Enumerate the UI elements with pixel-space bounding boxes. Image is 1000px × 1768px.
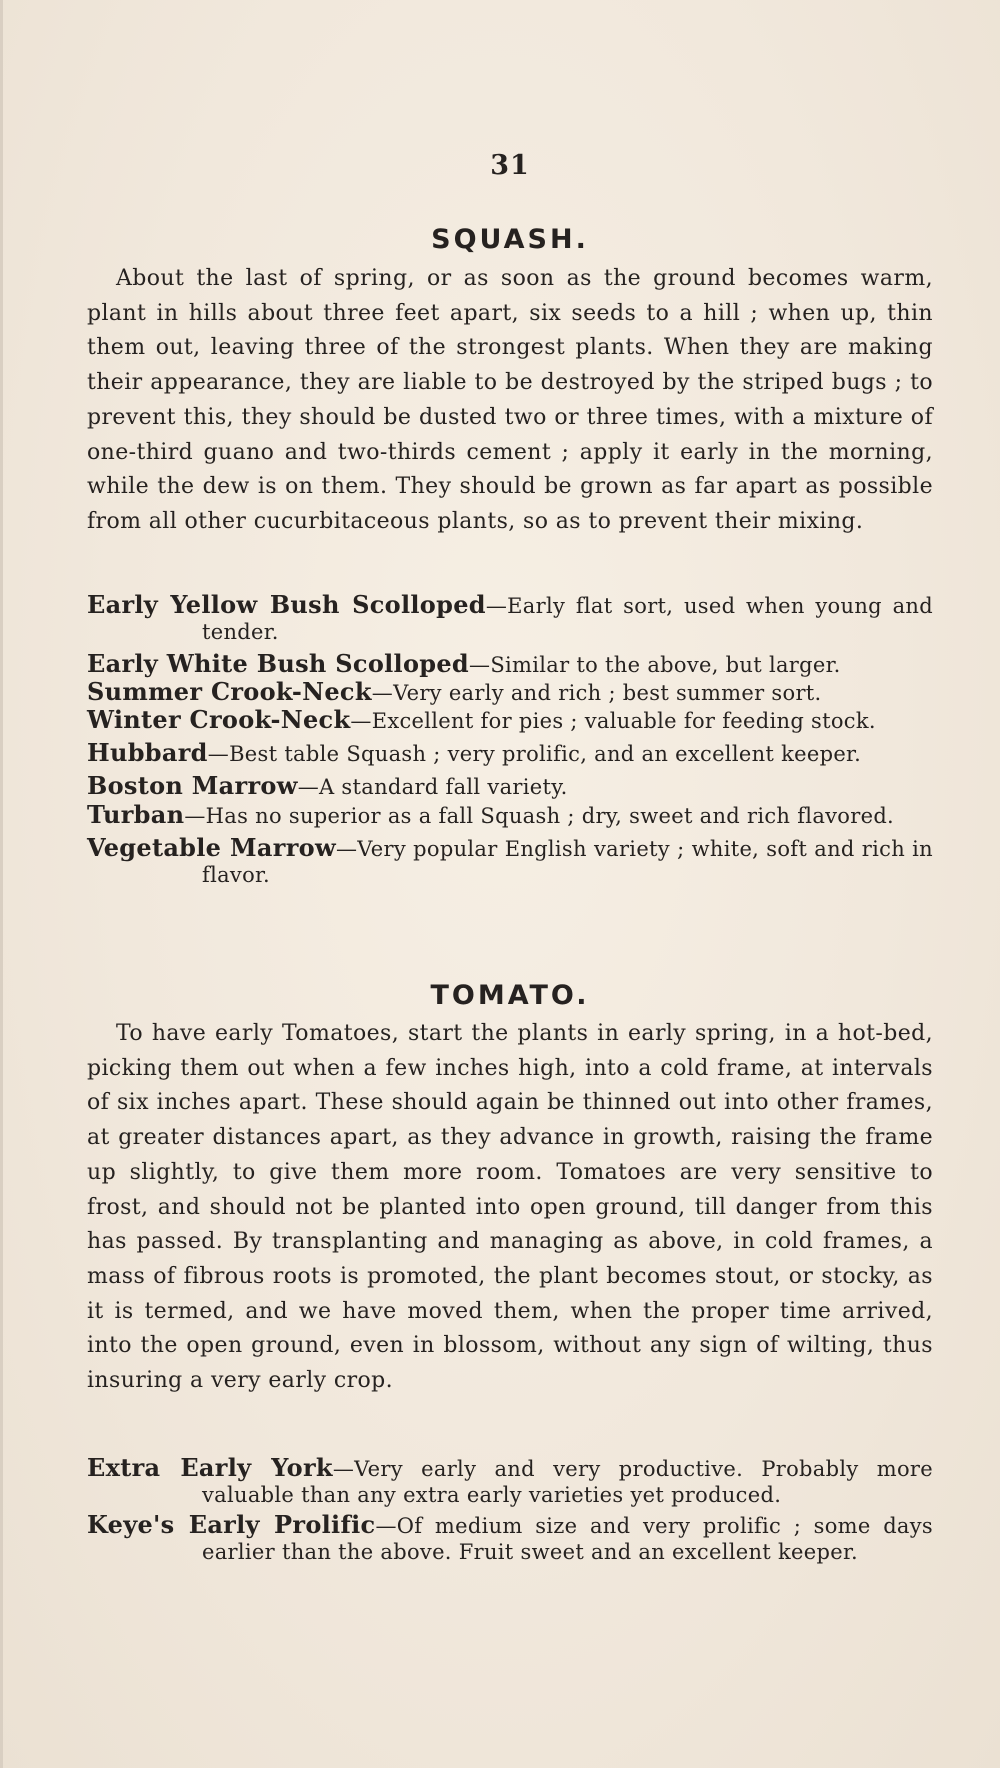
tomato-intro-paragraph: To have early Tomatoes, start the plants in early spring, in a hot-bed, picking them out when a few inches high, into a cold frame, at intervals of six inches apart. These should again be thinned out into other frames, at greater distances apart, as they advance in growth, raising the frame up slightly, to give them more room. Tomatoes are very sensitive to frost, and should not be planted into open ground, till danger from this has passed. By transplanting and managing as above, in cold frames, a mass of fibrous roots is promoted, the plant becomes stout, or stocky, as it is termed, and we have moved them, when the proper time arrived, into the open ground, even in blossom, without any sign of wilting, thus insuring a very early crop. — [87, 1021, 933, 1394]
variety-early-white-bush-scolloped — [87, 651, 933, 678]
variety-description: —Similar to the above, but larger. — [469, 653, 841, 677]
variety-name: Turban — [87, 800, 185, 829]
variety-name: Hubbard — [87, 738, 208, 767]
page-number: 31 — [490, 150, 530, 181]
variety-keyes-early-prolific — [87, 1512, 933, 1565]
variety-vegetable-marrow — [87, 835, 933, 888]
variety-description: —Excellent for pies ; valuable for feeding stock. — [350, 709, 876, 733]
squash-variety-list — [87, 592, 933, 888]
variety-description: —A standard fall variety. — [297, 775, 568, 799]
variety-name: Vegetable Marrow — [87, 833, 336, 862]
variety-boston-marrow — [87, 773, 933, 800]
variety-description: —Has no superior as a fall Squash ; dry, sweet and rich flavored. — [184, 804, 895, 828]
squash-intro-paragraph: About the last of spring, or as soon as the ground becomes warm, plant in hills about three feet apart, six seeds to a hill ; when up, thin them out, leaving three of the strongest plants. When they are making their appearance, they are liable to be destroyed by the striped bugs ; to prevent this, they should be dusted two or three times, with a mixture of one-third guano and two-thirds cement ; apply it early in the morning, while the dew is on them. They should be grown as far apart as possible from all other cucurbitaceous plants, so as to prevent their mixing. — [87, 266, 933, 534]
variety-description: —Very early and rich ; best summer sort. — [371, 681, 822, 705]
variety-winter-crook-neck — [87, 707, 933, 734]
tomato-heading: TOMATO. — [430, 980, 590, 1011]
variety-turban — [87, 802, 933, 829]
variety-description: —Of medium size and very prolific ; some days earlier than the above. Fruit sweet and an excellent keeper. — [202, 1514, 933, 1564]
variety-extra-early-york — [87, 1455, 933, 1508]
variety-hubbard — [87, 740, 933, 767]
variety-name: Boston Marrow — [87, 771, 298, 800]
variety-name: Summer Crook-Neck — [87, 677, 372, 706]
variety-early-yellow-bush-scolloped — [87, 592, 933, 645]
variety-name: Winter Crook-Neck — [87, 705, 351, 734]
variety-description: —Early flat sort, used when young and tender. — [202, 594, 933, 644]
variety-description: —Very early and very productive. Probably more valuable than any extra early varieties yet produced. — [202, 1457, 933, 1507]
variety-name: Extra Early York — [87, 1453, 333, 1482]
page-edge — [0, 0, 3, 1768]
variety-summer-crook-neck — [87, 679, 933, 706]
tomato-variety-list — [87, 1455, 933, 1565]
squash-heading: SQUASH. — [431, 224, 589, 255]
variety-description: —Best table Squash ; very prolific, and an excellent keeper. — [207, 742, 862, 766]
variety-description: —Very popular English variety ; white, soft and rich in flavor. — [202, 837, 933, 887]
variety-name: Early White Bush Scolloped — [87, 649, 470, 678]
variety-name: Keye's Early Prolific — [87, 1510, 376, 1539]
variety-name: Early Yellow Bush Scolloped — [87, 590, 486, 619]
